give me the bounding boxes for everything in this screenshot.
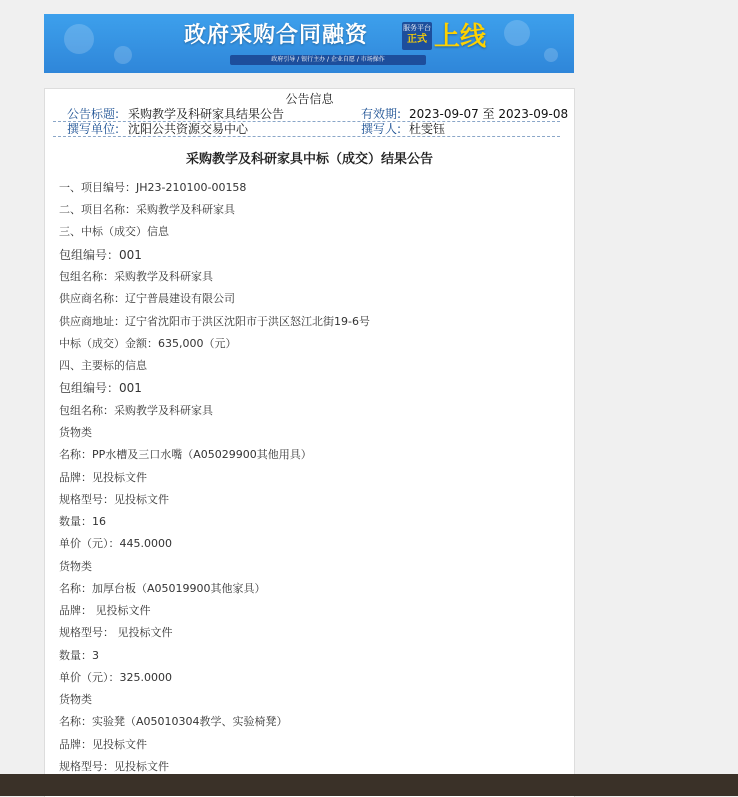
body-line: 名称：加厚台板（A05019900其他家具）: [59, 582, 266, 595]
banner-bubble: [544, 48, 558, 62]
document-title: 采购教学及科研家具中标（成交）结果公告: [185, 152, 433, 167]
meta-row-unit: [53, 122, 560, 137]
valid-value: 2023-09-07 至 2023-09-08: [409, 107, 569, 121]
author-value: 杜雯钰: [409, 122, 446, 136]
financing-banner[interactable]: [44, 14, 574, 73]
meta-row-title: [53, 107, 569, 122]
banner-badge-big: 正式: [407, 34, 427, 45]
banner-online: 上线: [434, 22, 487, 52]
banner-bubble: [114, 46, 132, 64]
body-line: 名称：PP水槽及三口水嘴（A05029900其他用具）: [59, 448, 312, 461]
body-line: 品牌：见投标文件: [59, 738, 147, 751]
announcement-panel: [44, 88, 575, 797]
body-line: 品牌： 见投标文件: [59, 604, 151, 617]
unit-label: 撰写单位:: [67, 122, 120, 136]
body-line: 名称：实验凳（A05010304教学、实验椅凳）: [59, 715, 288, 728]
bottom-bar: [0, 774, 738, 796]
banner-bubble: [64, 24, 94, 54]
body-line: 规格型号： 见投标文件: [59, 626, 173, 639]
body-line: 货物类: [59, 560, 92, 573]
body-line: 数量：3: [59, 649, 99, 662]
body-line: 品牌：见投标文件: [59, 471, 147, 484]
body-line: 单价（元）：445.0000: [59, 537, 172, 550]
author-label: 撰写人:: [361, 122, 402, 136]
body-line: 中标（成交）金额：635,000（元）: [59, 337, 237, 350]
body-line: 供应商地址：辽宁省沈阳市于洪区沈阳市于洪区怒江北街19-6号: [59, 315, 370, 328]
title-label: 公告标题:: [67, 107, 120, 121]
banner-badge: [402, 22, 432, 50]
unit-value: 沈阳公共资源交易中心: [128, 122, 249, 136]
body-line: 包组名称：采购教学及科研家具: [59, 270, 213, 283]
body-line: 四、主要标的信息: [59, 359, 147, 372]
title-value: 采购教学及科研家具结果公告: [128, 107, 285, 121]
body-line: 货物类: [59, 693, 92, 706]
body-line: 单价（元）：325.0000: [59, 671, 172, 684]
body-line: 规格型号：见投标文件: [59, 493, 169, 506]
body-line: 三、中标（成交）信息: [59, 225, 169, 238]
body-line: 数量：16: [59, 515, 106, 528]
banner-badge-small: 服务平台: [403, 24, 431, 32]
banner-bubble: [504, 20, 530, 46]
banner-title: 政府采购合同融资: [184, 23, 369, 48]
valid-label: 有效期:: [361, 107, 402, 121]
body-line: 包组编号：001: [59, 248, 142, 262]
panel-header: 公告信息: [285, 92, 334, 106]
banner-subtitle: 政府引导 / 银行主办 / 企业自愿 / 市场操作: [230, 55, 426, 65]
body-line: 供应商名称：辽宁普晨建设有限公司: [59, 292, 235, 305]
body-line: 包组编号：001: [59, 381, 142, 395]
body-line: 包组名称：采购教学及科研家具: [59, 404, 213, 417]
body-line: 规格型号：见投标文件: [59, 760, 169, 773]
body-line: 一、项目编号：JH23-210100-00158: [59, 181, 247, 194]
body-line: 二、项目名称：采购教学及科研家具: [59, 203, 235, 216]
body-line: 货物类: [59, 426, 92, 439]
